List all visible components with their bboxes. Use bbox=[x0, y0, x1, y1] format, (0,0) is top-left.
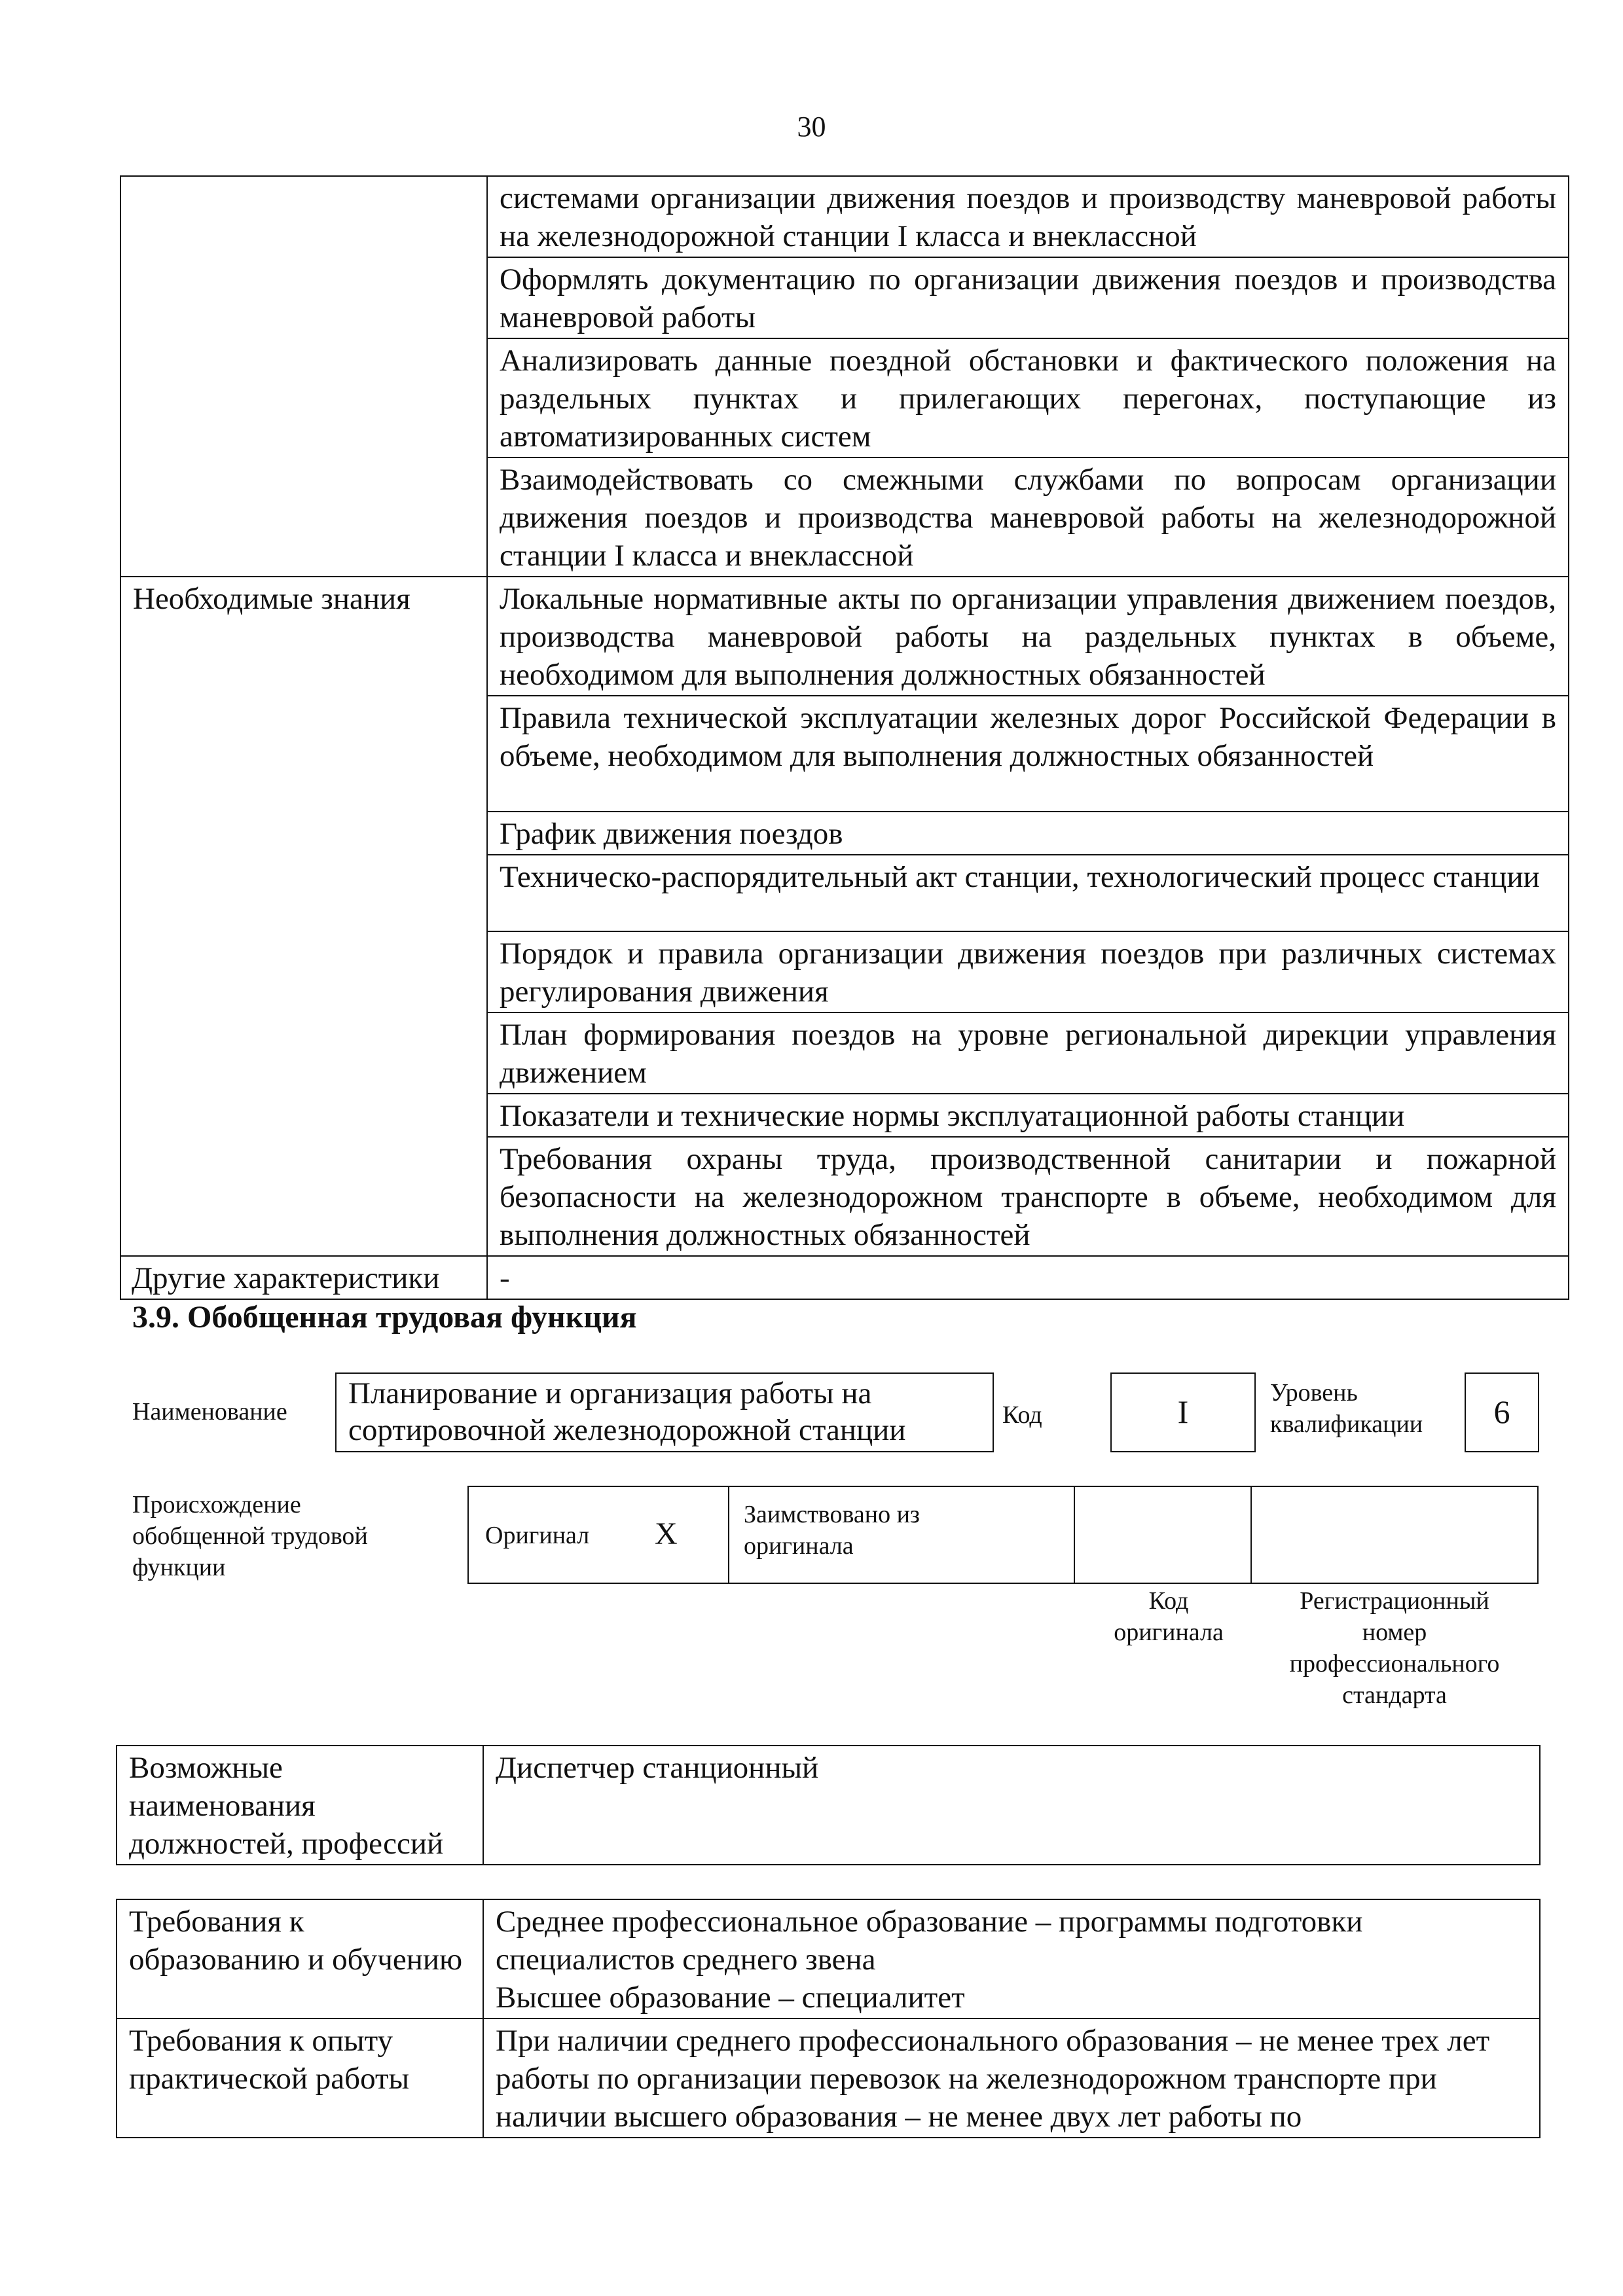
experience-line: При наличии среднего профессионального образования – не менее трех лет работы по организации перевозок на железнодорожном транспорте при наличии высшего образования – не менее двух лет работы по bbox=[496, 2024, 1490, 2134]
origin-divider-1 bbox=[728, 1486, 729, 1584]
borrowed-label: Заимствовано из оригинала bbox=[744, 1501, 920, 1560]
table-row bbox=[120, 457, 1569, 577]
table-row bbox=[120, 931, 1569, 1013]
requirements-table bbox=[116, 1899, 1541, 2138]
table-row bbox=[117, 1899, 1540, 2018]
table-row bbox=[120, 176, 1569, 257]
table-row bbox=[120, 1256, 1569, 1299]
row-text: План формирования поездов на уровне региональной дирекции управления движением bbox=[487, 1013, 1569, 1094]
education-label: Требования к образованию и обучению bbox=[117, 1899, 483, 2018]
original-label: Оригинал bbox=[485, 1522, 590, 1549]
table-row bbox=[117, 2018, 1540, 2138]
origin-divider-3 bbox=[1250, 1486, 1252, 1584]
row-text: - bbox=[487, 1256, 1569, 1299]
skills-knowledge-table bbox=[120, 175, 1569, 1300]
row-label bbox=[120, 257, 487, 338]
row-label bbox=[120, 1137, 487, 1256]
row-label bbox=[120, 812, 487, 855]
code-label: Код bbox=[1002, 1401, 1042, 1429]
positions-label: Возможные наименования должностей, профессий bbox=[117, 1746, 483, 1865]
level-value: 6 bbox=[1493, 1393, 1510, 1430]
row-text: Техническо-распорядительный акт станции, технологический процесс станции bbox=[487, 855, 1569, 931]
row-label: Необходимые знания bbox=[120, 577, 487, 696]
origin-divider-2 bbox=[1074, 1486, 1075, 1584]
page-number: 30 bbox=[797, 111, 826, 143]
level-label: Уровень квалификации bbox=[1270, 1379, 1423, 1438]
table-row bbox=[120, 257, 1569, 338]
table-row bbox=[120, 1137, 1569, 1256]
reg-number-caption: Регистрационный номер профессионального стандарта bbox=[1289, 1587, 1500, 1709]
row-label bbox=[120, 1013, 487, 1094]
table-row bbox=[120, 338, 1569, 457]
row-label bbox=[120, 696, 487, 812]
row-text: Взаимодействовать со смежными службами по вопросам организации движения поездов и производства маневровой работы на железнодорожной станции I класса и внеклассной bbox=[487, 457, 1569, 577]
origin-label: Происхождение обобщенной трудовой функции bbox=[132, 1491, 368, 1581]
origin-box bbox=[467, 1486, 1539, 1584]
table-row bbox=[120, 696, 1569, 812]
row-text: Анализировать данные поездной обстановки и фактического положения на раздельных пунктах и прилегающих перегонах, поступающие из автоматизированных систем bbox=[487, 338, 1569, 457]
table-row bbox=[120, 812, 1569, 855]
code-original-caption: Код оригинала bbox=[1114, 1587, 1224, 1646]
table-row bbox=[117, 1746, 1540, 1865]
code-box bbox=[1110, 1372, 1256, 1452]
row-label bbox=[120, 176, 487, 257]
function-name-box bbox=[335, 1372, 994, 1452]
row-text: Требования охраны труда, производственной санитарии и пожарной безопасности на железнодорожном транспорте в объеме, необходимом для выполнения должностных обязанностей bbox=[487, 1137, 1569, 1256]
function-name-value: Планирование и организация работы на сортировочной железнодорожной станции bbox=[348, 1376, 906, 1447]
section-heading: 3.9. Обобщенная трудовая функция bbox=[132, 1300, 637, 1335]
table-row bbox=[120, 1094, 1569, 1137]
education-line: Среднее профессиональное образование – программы подготовки специалистов среднего звена bbox=[496, 1905, 1363, 1977]
row-label bbox=[120, 855, 487, 931]
row-label bbox=[120, 931, 487, 1013]
positions-table bbox=[116, 1745, 1541, 1865]
row-text: Локальные нормативные акты по организации управления движением поездов, производства маневровой работы на раздельных пунктах в объеме, необходимом для выполнения должностных обязанностей bbox=[487, 577, 1569, 696]
table-row bbox=[120, 855, 1569, 931]
experience-value bbox=[483, 2018, 1540, 2138]
education-line: Высшее образование – специалитет bbox=[496, 1981, 965, 2015]
row-text: системами организации движения поездов и производству маневровой работы на железнодорожной станции I класса и внеклассной bbox=[487, 176, 1569, 257]
level-box bbox=[1465, 1372, 1539, 1452]
table-row bbox=[120, 577, 1569, 696]
code-value: I bbox=[1177, 1393, 1189, 1430]
row-label bbox=[120, 457, 487, 577]
row-text: График движения поездов bbox=[487, 812, 1569, 855]
row-label bbox=[120, 338, 487, 457]
row-label bbox=[120, 1094, 487, 1137]
row-text: Порядок и правила организации движения поездов при различных системах регулирования движения bbox=[487, 931, 1569, 1013]
row-text: Правила технической эксплуатации железных дорог Российской Федерации в объеме, необходимом для выполнения должностных обязанностей bbox=[487, 696, 1569, 812]
name-label: Наименование bbox=[132, 1398, 287, 1426]
education-value bbox=[483, 1899, 1540, 2018]
positions-value: Диспетчер станционный bbox=[483, 1746, 1540, 1865]
table-row bbox=[120, 1013, 1569, 1094]
row-text: Оформлять документацию по организации движения поездов и производства маневровой работы bbox=[487, 257, 1569, 338]
experience-label: Требования к опыту практической работы bbox=[117, 2018, 483, 2138]
row-label: Другие характеристики bbox=[120, 1256, 487, 1299]
row-text: Показатели и технические нормы эксплуатационной работы станции bbox=[487, 1094, 1569, 1137]
original-mark: X bbox=[655, 1516, 678, 1551]
